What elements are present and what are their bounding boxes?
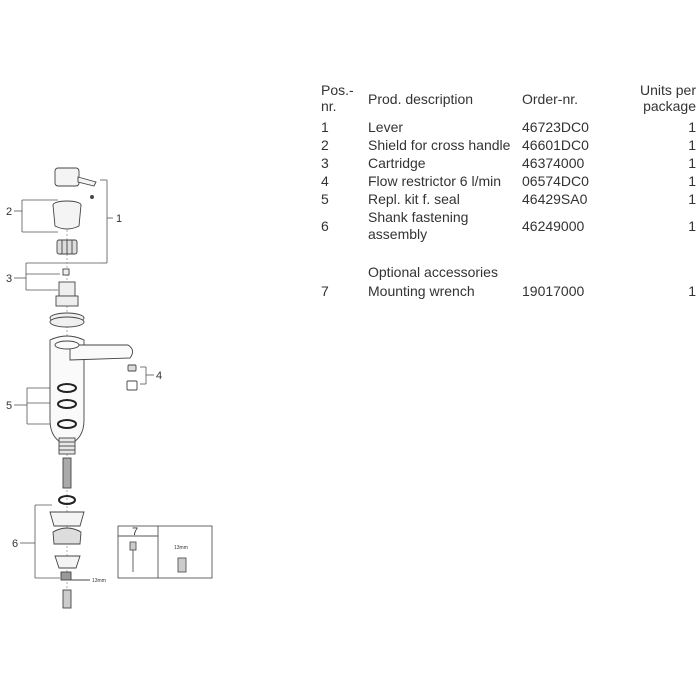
row-pos: 6 xyxy=(321,218,329,234)
row-units: 1 xyxy=(688,191,696,207)
cartridge-part xyxy=(56,269,78,306)
row-description: Flow restrictor 6 l/min xyxy=(368,173,502,189)
header-units-line1: Units per xyxy=(639,82,696,98)
table-row xyxy=(316,172,696,190)
row-description: Shield for cross handle xyxy=(368,137,511,153)
row-units: 1 xyxy=(688,119,696,135)
row-description: Lever xyxy=(368,119,404,135)
row-order: 19017000 xyxy=(522,283,585,299)
callout-4: 4 xyxy=(156,370,163,382)
nut-part xyxy=(57,240,77,254)
row-description: Repl. kit f. seal xyxy=(368,191,460,207)
row-order: 46601DC0 xyxy=(522,137,589,153)
shank-fastening-assembly xyxy=(50,512,90,608)
threaded-shank-part xyxy=(59,438,75,488)
row-description-line2: assembly xyxy=(368,226,428,242)
row-description: Mounting wrench xyxy=(368,283,475,299)
row-order: 46723DC0 xyxy=(522,119,589,135)
row-units: 1 xyxy=(688,173,696,189)
row-pos: 2 xyxy=(321,137,329,153)
header-units-line2: package xyxy=(643,98,696,114)
table-row xyxy=(316,190,696,208)
row-description: Cartridge xyxy=(368,155,426,171)
flow-restrictor-part xyxy=(127,365,137,390)
header-pos xyxy=(321,82,354,114)
row-order: 46429SA0 xyxy=(522,191,588,207)
row-pos: 7 xyxy=(321,283,329,299)
row-order: 06574DC0 xyxy=(522,173,589,189)
callout-1: 1 xyxy=(116,213,123,225)
optional-accessories-heading: Optional accessories xyxy=(368,264,498,280)
header-order: Order-nr. xyxy=(522,91,579,107)
row-units: 1 xyxy=(688,155,696,171)
callout-3: 3 xyxy=(6,273,13,285)
size-label-shank: 13mm xyxy=(92,578,106,584)
callout-5: 5 xyxy=(6,400,13,412)
callout-2: 2 xyxy=(6,206,13,218)
callout-6: 6 xyxy=(12,538,19,550)
wrench-box-label: 7 xyxy=(132,526,139,538)
row-order: 46249000 xyxy=(522,218,585,234)
row-description-shank xyxy=(368,209,468,243)
body-ring-part xyxy=(50,313,84,327)
lever-part xyxy=(55,168,96,199)
row-units: 1 xyxy=(688,137,696,153)
shield-part xyxy=(53,201,81,229)
header-pos-line2: nr. xyxy=(321,98,337,114)
row-pos: 3 xyxy=(321,155,329,171)
row-units: 1 xyxy=(688,218,696,234)
row-pos: 4 xyxy=(321,173,329,189)
row-description-line1: Shank fastening xyxy=(368,209,469,225)
header-pos-line1: Pos.- xyxy=(321,82,354,98)
table-row xyxy=(316,154,696,172)
size-label-wrench: 13mm xyxy=(174,545,188,551)
header-description: Prod. description xyxy=(368,91,474,107)
header-units xyxy=(640,82,696,114)
row-units: 1 xyxy=(688,283,696,299)
table-row xyxy=(316,118,696,136)
row-pos: 5 xyxy=(321,191,329,207)
table-row xyxy=(316,136,696,154)
row-order: 46374000 xyxy=(522,155,585,171)
table-row-wrench xyxy=(316,282,696,300)
row-pos: 1 xyxy=(321,119,329,135)
